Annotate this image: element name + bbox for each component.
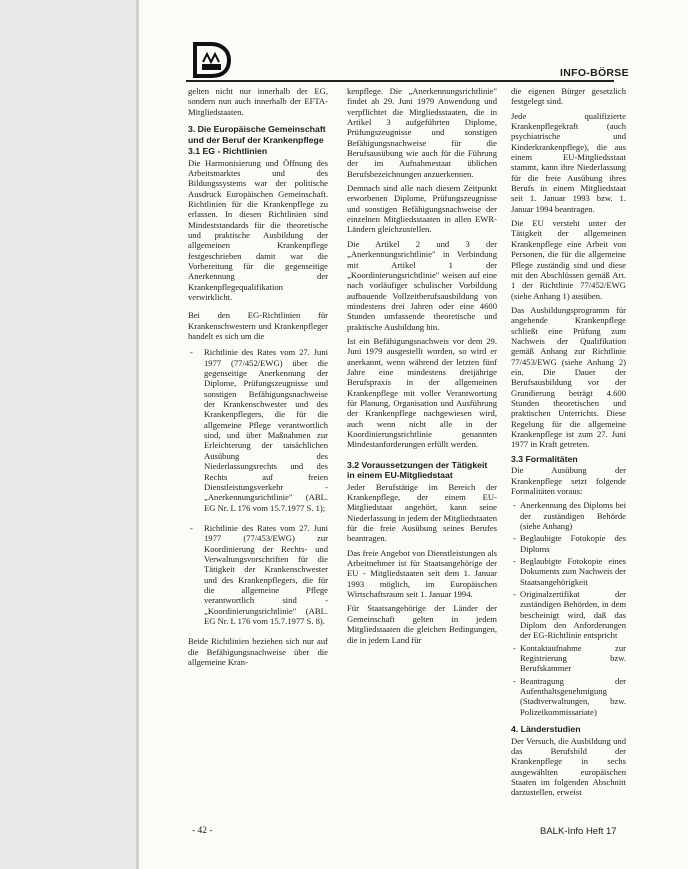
paragraph: Die Harmonisierung und Öffnung des Arbeitsmarktes und des Bildungssystems war der politische Ausdruck Europäischen Gemeinschaft. Richtlinien für die Krankenpflege zu erlassen. In diesen Richtlinien sind Mindeststandards für die theoretische und praktische Ausbildung der allgemeinen Krankenpflege festgeschrieben damit war die Vorbereitung für die gegenseitige Anerkennung der Krankenpflegequalifikation verwirklicht. bbox=[188, 157, 328, 302]
section-heading: 3. Die Europäische Gemeinschaft und der Beruf der Krankenpflege bbox=[188, 124, 326, 145]
paragraph: Das freie Angebot von Dienstleistungen als Arbeitnehmer ist für Staatsangehörige der EU - Mitgliedstaaten seit dem 1. Januar 1993 möglich, im Europäischen Wirtschaftsraum seit 1. Januar 1994. bbox=[347, 547, 497, 600]
list-item: - Kontaktaufnahme zur Registrierung bzw. Berufskammer bbox=[511, 643, 626, 674]
page-number: - 42 - bbox=[192, 826, 213, 836]
paragraph: Das Ausbildungsprogramm für angehende Krankenpflege schließt eine Prüfung zum Nachweis der Qualifikation gemäß Anhang zur Richtlinie 77/453/EWG (siehe Anhang 2) ein. Die Dauer der Berufsausbildung vor der Grundierung beträgt 4.600 Stunden theoretischen und praktischen Unterrichts. Diese Regelung für die allgemeine Krankenpflege ist zum 27. Juni 1977 in Kraft getreten. bbox=[511, 304, 626, 450]
paragraph: kenpflege. Die „Anerkennungsrichtlinie" findet ab 29. Juni 1979 Anwendung und verpflichtet die Mitgliedsstaaten, die in Artikel 3 aufgeführten Diplome, Prüfungszeugnisse und sonstigen Befähigungsnachweise für die Berufsausübung wie auch für die Führung der im Aufnahmestaat üblichen Berufsbezeichnungen anzuerkennen. bbox=[347, 86, 497, 179]
paragraph: Beide Richtlinien beziehen sich nur auf die Befähigungsnachweise über die allgemeine Kran- bbox=[188, 636, 328, 667]
list-item: - Anerkennung des Diploms bei der zuständigen Behörde (siehe Anhang) bbox=[511, 500, 626, 531]
section-label: INFO-BÖRSE bbox=[560, 67, 629, 79]
paragraph: gelten nicht nur innerhalb der EG, sondern nun auch innerhalb der EFTA-Mitgliedstaaten. bbox=[188, 86, 328, 117]
subsection-heading: 3.1 EG - Richtlinien bbox=[188, 146, 268, 157]
paragraph: Der Versuch, die Ausbildung und das Berufsbild der Krankenpflege in sechs ausgewählten europäischen Staaten im folgenden Abschnitt darzustellen, erweist bbox=[511, 735, 626, 798]
formalities-list bbox=[511, 500, 626, 717]
directive-list bbox=[188, 347, 328, 626]
list-item: - Beglaubigte Fotokopie des Diploms bbox=[511, 533, 626, 554]
paragraph: Demnach sind alle nach diesem Zeitpunkt erworbenen Diplome, Prüfungszeugnisse und sonstigen Befähigungsnachweise der einzelnen Mitgliedsstaaten in allen EWR-Ländern gleichzustellen. bbox=[347, 183, 497, 235]
list-item: - Beantragung der Aufenthaltsgenehmigung (Stadtverwaltungen, bzw. Polizeikommissariate) bbox=[511, 676, 626, 717]
scan-edge bbox=[136, 0, 139, 869]
paragraph: Für Staatsangehörige der Länder der Gemeinschaft gelten in jedem Mitgliedstaaten die gleichen Bedingungen, die in jedem Land für bbox=[347, 603, 497, 645]
list-item: - Richtlinie des Rates vom 27. Juni 1977 (77/453/EWG) zur Koordinierung der Rechts- und Verwaltungsvorschriften für die Tätigkeit der Krankenschwester und des Krankenpflegers, die für die allgemeine Pflege verantwortlich sind - „Koordinierungsrichtlinie" (ABL. EG Nr. L 176 vom 15.7.1977 S. 8). bbox=[188, 523, 328, 626]
paragraph: die eigenen Bürger gesetzlich festgelegt sind. bbox=[511, 86, 626, 107]
paragraph: Die EU versteht unter der Tätigkeit der allgemeinen Krankenpflege eine Arbeit von Personen, die für die allgemeine Pflege zuständig sind und diese mit den Abschlüssen gemäß Art. 1 der Richtlinie 77/452/EWG (siehe Anhang 1) ausüben. bbox=[511, 218, 626, 301]
paragraph: Die Ausübung der Krankenpflege setzt folgende Formalitäten voraus: bbox=[511, 465, 626, 496]
paragraph: Jeder Berufstätige im Bereich der Krankenpflege, der einem EU-Mitgliedstaat angehört, kann seine Niederlassung in jedem der Mitgliedstaaten für die freie Ausübung seines Berufes beantragen. bbox=[347, 481, 497, 544]
subsection-heading: 3.3 Formalitäten bbox=[511, 453, 578, 464]
section-heading: 4. Länderstudien bbox=[511, 724, 581, 735]
balk-logo-icon bbox=[191, 40, 231, 82]
paragraph: Jede qualifizierte Krankenpflegekraft (auch psychiatrische und Kinderkrankenpflege), die aus einem EU-Mitgliedsstaat stammt, kann ihre Niederlassung für die freie Ausübung ihres Berufs in einem Mitgliedstaat seit 1. Januar 1993 bzw. 1. Januar 1994 beantragen. bbox=[511, 110, 626, 214]
column-2 bbox=[347, 86, 497, 649]
list-item: - Originalzertifikat der zuständigen Behörden, in dem bescheinigt wird, daß das Diplom den Anforderungen der EG-Richtlinie entspricht bbox=[511, 589, 626, 641]
issue-label: BALK-Info Heft 17 bbox=[540, 826, 617, 837]
paragraph: Ist ein Befähigungsnachweis vor dem 29. Juni 1979 ausgestellt worden, so wird er anerkannt, wenn während der letzten fünf Jahre eine mindestens dreijährige Berufspraxis in der allgemeinen Krankenpflege mit voller Verantwortung für Planung, Organisation und Ausführung der Krankenpflege nachgewiesen wird, auch wenn nicht alle in der Koordinierungsrichtlinie genannten Mindestanforderungen erfüllt werden. bbox=[347, 335, 497, 450]
header-rule bbox=[186, 80, 614, 82]
column-3 bbox=[511, 86, 626, 802]
list-item: - Beglaubigte Fotokopie eines Dokuments zum Nachweis der Staatsangehörigkeit bbox=[511, 556, 626, 587]
list-item: - Richtlinie des Rates vom 27. Juni 1977 (77/452/EWG) über die gegenseitige Anerkennung der Diplome, Prüfungszeugnisse und sonstigen Befähigungsnachweise der Krankenschwester und des Krankenpflegers, die für die allgemeine Pflege verantwortlich sind, und über Maßnahmen zur Erleichterung der tatsächlichen Ausübung des Niederlassungsrechts und des Rechts auf freien Dienstleistungsverkehr - „Anerkennungsrichtlinie" (ABL. EG Nr. L 176 vom 15.7.1977 S. 1); bbox=[188, 347, 328, 513]
paragraph: Die Artikel 2 und 3 der „Anerkennungsrichtlinie" in Verbindung mit Artikel 1 der „Koordinierungsrichtlinie" weisen auf eine nach vorläufiger schulischer Vorbildung aufbauende Vollzeitberufsausbildung von mindestens drei Jahren oder eine 4600 Stunden umfassende theoretische und praktische Ausbildung hin. bbox=[347, 238, 497, 332]
column-1 bbox=[188, 86, 328, 671]
paragraph: Bei den EG-Richtlinien für Krankenschwestern und Krankenpfleger handelt es sich um die bbox=[188, 310, 328, 342]
subsection-heading: 3.2 Voraussetzungen der Tätigkeit in einem EU-Mitgliedstaat bbox=[347, 459, 488, 481]
